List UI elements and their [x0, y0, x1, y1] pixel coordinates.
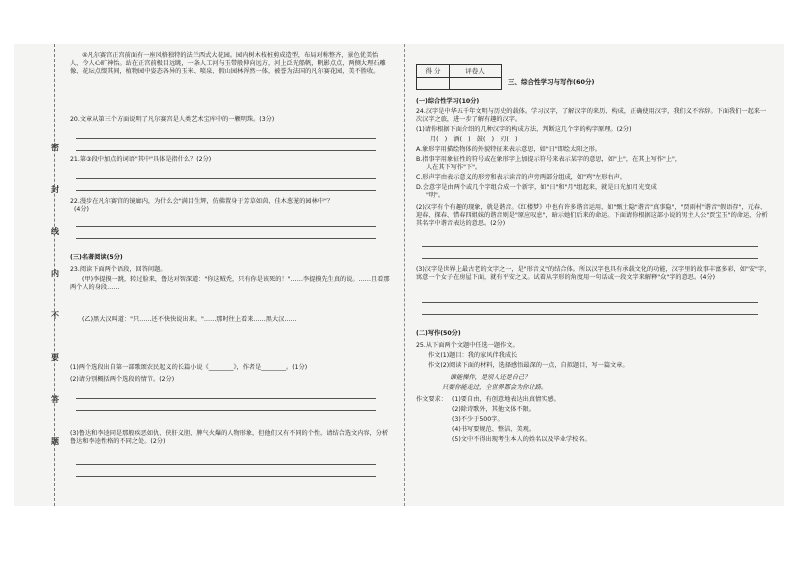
- answer-line[interactable]: [76, 398, 376, 399]
- right-page: [416, 44, 772, 506]
- material-line-2: 只要你能走过，全世界都会为你让路。: [442, 384, 548, 391]
- binder-char: 内: [51, 269, 59, 278]
- binder-char: 线: [51, 227, 59, 236]
- question-22: 22.漫步在凡尔赛宫的镜廊内，为什么会"满目生辉，仿佛置身于芳草如茵、佳木葱茏的园林中"？: [70, 198, 334, 205]
- section-title: 三、综合性学习与写作(60分): [508, 78, 595, 86]
- binder-char: 题: [51, 437, 59, 446]
- requirement-1: (1)要自由，有创意地表达出真情实感。: [452, 396, 560, 403]
- requirements-title: 作文要求：: [416, 396, 447, 403]
- answer-line[interactable]: [422, 246, 758, 247]
- answer-line[interactable]: [422, 302, 758, 303]
- question-24-1: (1)请你根据下面介绍的几种汉字的构成方法，判断这几个字的构字原理。(2分): [416, 126, 632, 133]
- answer-line[interactable]: [76, 476, 376, 477]
- answer-line[interactable]: [422, 314, 758, 315]
- question-23: 23.阅读下面两个语段，回答问题。: [70, 266, 167, 273]
- question-23-3: (3)鲁达和李逵同是那般疾恶如仇、侠肝义胆、脾气火爆的人物形象，但他们又有不同的个性。请结合选文内容，分析鲁达和李逵性格的不同之处。(2分): [70, 430, 389, 445]
- answer-line[interactable]: [76, 190, 376, 191]
- question-24-2: (2)汉字有个有趣的现象，就是谐音。《红楼梦》中也有许多谐音运用，如"甄士隐"谐音"真事隐"，"贾雨村"谐音"假语存"，元春、迎春、探春、惜春四姐妹的谐音则是"原应叹息"，暗示她们后来的命运。下面请你根据这部小说的男主人公"贾宝玉"的命运，分析其名字中谐音表达的意思。(2分): [416, 204, 768, 227]
- char-blanks[interactable]: 月( ) 酒( ) 鼓( ) 刃( ): [430, 136, 518, 143]
- requirement-3: (3)不少于500字。: [452, 416, 504, 423]
- method-c: C.形声字由表示意义的形旁和表示读音的声旁两部分组成，如"鸡"左形右声。: [416, 174, 626, 181]
- method-b-cont: 人在其下写作"下"。: [426, 164, 482, 171]
- question-25: 25.从下面两个文题中任选一题作文。: [416, 342, 519, 349]
- essay-topic-1: 作文(1)题目：我的家风伴我成长: [428, 352, 518, 359]
- passage-b: (乙)黑大汉叫道："只……还不快快说出来。"……那时往上看来……黑大汉……: [82, 316, 297, 323]
- method-b: B.指事字用象征性的符号或在象形字上加提示符号来表示某字的意思，如"上"，在其上写作"上"，: [416, 156, 682, 163]
- answer-line[interactable]: [76, 138, 376, 139]
- question-23-1: (1)两个选段出自第一部歌颂农民起义的长篇小说《________》，作者是________。(1分): [70, 364, 308, 371]
- answer-line[interactable]: [76, 150, 376, 151]
- requirement-4: (4)书写要规范、整洁、美观。: [452, 426, 536, 433]
- question-21: 21.第③段中加点的词语"其中"具体是指什么？(2分): [70, 156, 212, 163]
- question-23-2: (2)请分别概括两个选段的情节。(2分): [70, 376, 175, 383]
- requirement-2: (2)除诗歌外，其他文体不限。: [452, 406, 536, 413]
- exam-sheet: [14, 44, 784, 506]
- passage-paragraph-4: ④凡尔赛宫正宫前面有一座风格独特的法兰西式大花园。园内树木枝桩剪成造型，布局对称整齐，景色优美怡人，令人心旷神怡。站在正宫前极目远眺，一条人工河与玉带般伸向远方，河上泛光船帆，帆影点点，两侧大理石雕像、花坛点缀其间，植物园中姿态各异的玉米、喷泉、假山园林浑然一体，被誉为法国的凡尔赛花园，美不胜收。: [70, 52, 386, 75]
- answer-line[interactable]: [76, 226, 376, 227]
- score-label: 得 分: [425, 67, 441, 75]
- question-24: 24.汉字是中华五千年文明与历史的载体。学习汉字，了解汉字的来历、构成，正确使用汉字，我们义不容辞。下面我们一起来一次汉字之旅，进一步了解有趣的汉字。: [416, 108, 767, 123]
- question-20: 20.文章从第三个方面说明了凡尔赛宫是人类艺术宝库中的一颗明珠。(3分): [70, 116, 275, 123]
- page-divider: [404, 44, 405, 506]
- passage-a: (甲)李提摸一跳，转过脸来，鲁达对智深道："你这贼秃，只有你是该死的！"……李提摸先生真的说。……且看那两个人的身段……: [70, 276, 390, 291]
- score-box-hline: [417, 77, 501, 78]
- left-page: [70, 44, 390, 506]
- material-line-1: 谁能操作，是别人还是自己？: [450, 374, 531, 381]
- essay-topic-2: 作文(2)阅读下面的材料，选择感悟最深的一点，自拟题目，写一篇文章。: [428, 362, 629, 369]
- binder-char: 封: [51, 185, 59, 194]
- method-a: A.象形字用描绘物体的外貌特征来表示意思，如"日"即绘太阳之形。: [416, 146, 602, 153]
- method-d-cont: "明"。: [426, 192, 445, 199]
- score-box: [416, 64, 502, 90]
- subsection-2-heading: (二)写作(50分): [416, 330, 461, 337]
- question-22-score: (4分): [74, 206, 89, 213]
- binder-char: 不: [51, 311, 59, 320]
- score-box-vline: [449, 65, 450, 89]
- binder-char: 要: [51, 353, 59, 362]
- answer-line[interactable]: [76, 464, 376, 465]
- section-3-heading: (三)名著阅读(5分): [70, 254, 123, 261]
- answer-line[interactable]: [422, 258, 758, 259]
- subsection-1-heading: (一)综合性学习(10分): [416, 98, 480, 105]
- answer-line[interactable]: [76, 238, 376, 239]
- answer-line[interactable]: [76, 178, 376, 179]
- answer-line[interactable]: [76, 410, 376, 411]
- binder-char: 答: [51, 395, 59, 404]
- grader-label: 评卷人: [465, 67, 485, 75]
- question-24-3: (3)汉字是世界上最古老的文字之一，是"形音义"的结合体。所以汉字也具有承载文化的功能，汉字里的故事丰富多彩，如"安"字，寓意一个女子在房屋下面，就有平安之义。试着从字形的角度用一句话或一段文字来解释"众"字的意思。(4分): [416, 266, 771, 281]
- requirement-5: (5)文中不得出现考生本人的姓名以及毕业学校名。: [452, 436, 591, 443]
- binding-margin: [48, 44, 62, 506]
- binder-char: 密: [51, 143, 59, 152]
- method-d: D.会意字是由两个或几个字组合成一个新字，如"日"和"月"组起来，就是日光加月光变成: [416, 184, 657, 191]
